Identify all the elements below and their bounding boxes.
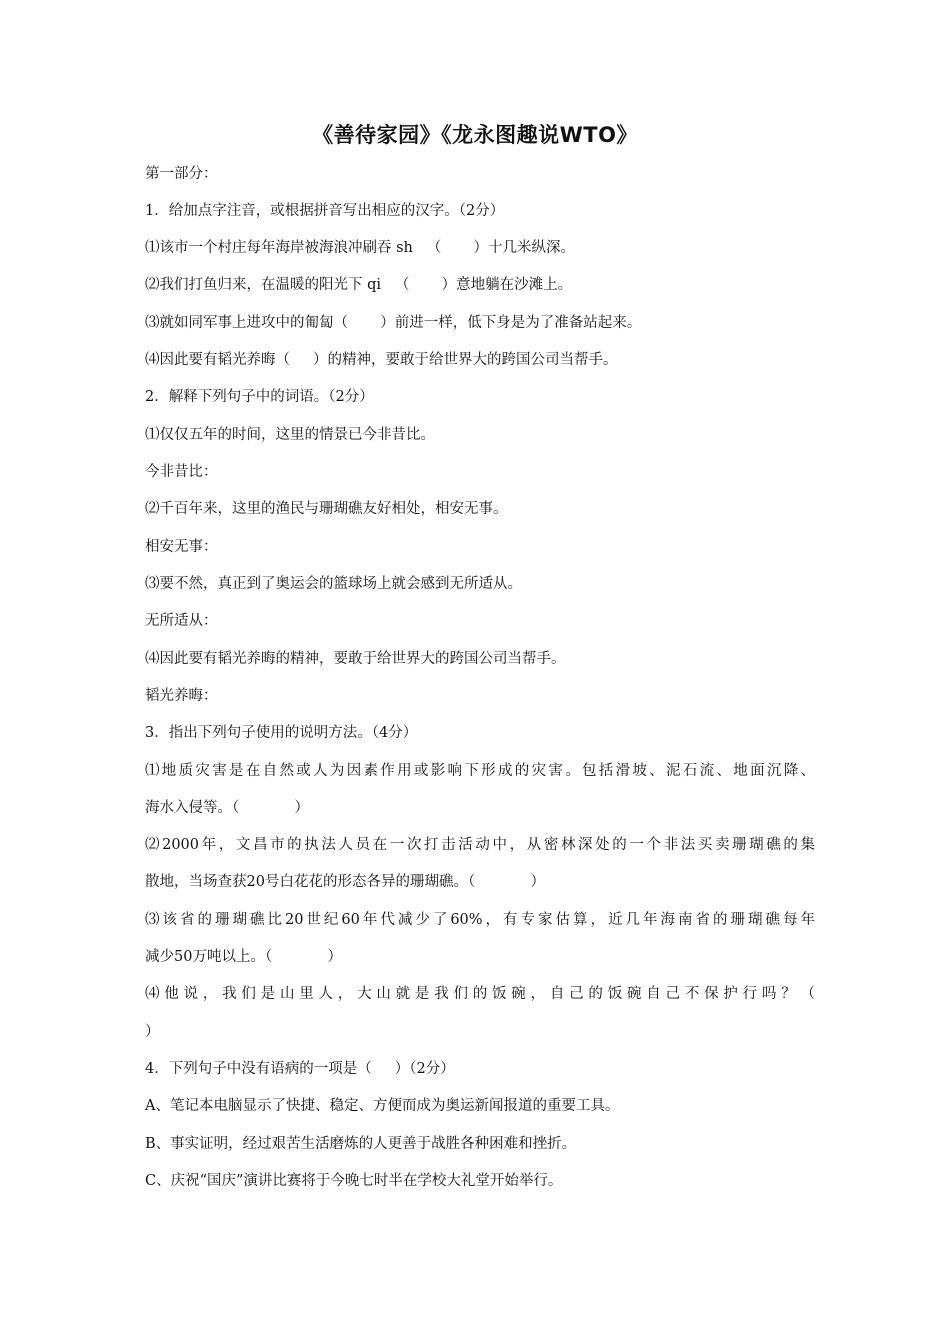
question-1: 1．给加点字注音，或根据拼音写出相应的汉字。（2分） [145, 203, 505, 219]
question-2: 2．解释下列句子中的词语。（2分） [145, 389, 374, 405]
page-title: 《善待家园》《龙永图趣说WTO》 [312, 123, 638, 147]
question-3-item-2-cont: 散地，当场查获20号白花花的形态各异的珊瑚礁。（ ） [145, 874, 546, 890]
question-2-item-4: ⑷因此要有韬光养晦的精神，要敢于给世界大的跨国公司当帮手。 [145, 651, 566, 667]
question-1-item-2: ⑵我们打鱼归来，在温暖的阳光下 qi （ ）意地躺在沙滩上。 [145, 277, 573, 293]
question-3-item-1: ⑴地质灾害是在自然或人为因素作用或影响下形成的灾害。包括滑坡、泥石流、地面沉降、 [145, 763, 815, 779]
option-c: C、庆祝“国庆”演讲比赛将于今晚七时半在学校大礼堂开始举行。 [145, 1173, 563, 1189]
question-1-item-1: ⑴该市一个村庄每年海岸被海浪冲刷吞 sh （ ）十几米纵深。 [145, 240, 575, 256]
question-3-item-4: ⑷他说，我们是山里人，大山就是我们的饭碗，自己的饭碗自己不保护行吗？（ [145, 986, 815, 1002]
question-3-item-3: ⑶该省的珊瑚礁比20世纪60年代减少了60%，有专家估算，近几年海南省的珊瑚礁每年 [145, 912, 815, 928]
question-3-item-1-cont: 海水入侵等。（ ） [145, 800, 310, 816]
answer-label-3: 无所适从： [145, 613, 218, 629]
option-b: B、事实证明，经过艰苦生活磨炼的人更善于战胜各种困难和挫折。 [145, 1136, 577, 1152]
option-a: A、笔记本电脑显示了快捷、稳定、方便而成为奥运新闻报道的重要工具。 [145, 1098, 620, 1114]
question-3-item-2: ⑵2000年，文昌市的执法人员在一次打击活动中，从密林深处的一个非法买卖珊瑚礁的集 [145, 837, 815, 853]
section-heading: 第一部分： [145, 166, 218, 182]
answer-label-4: 韬光养晦： [145, 688, 218, 704]
question-2-item-3: ⑶要不然，真正到了奥运会的篮球场上就会感到无所适从。 [145, 576, 522, 592]
answer-label-1: 今非昔比： [145, 464, 218, 480]
question-3-item-4-cont: ） [145, 1024, 160, 1040]
question-3-item-3-cont: 减少50万吨以上。（ ） [145, 949, 343, 965]
question-1-item-3: ⑶就如同军事上进攻中的匍匐（ ）前进一样，低下身是为了准备站起来。 [145, 315, 642, 331]
question-2-item-1: ⑴仅仅五年的时间，这里的情景已今非昔比。 [145, 427, 435, 443]
answer-label-2: 相安无事： [145, 539, 218, 555]
question-3: 3．指出下列句子使用的说明方法。（4分） [145, 725, 418, 741]
question-2-item-2: ⑵千百年来，这里的渔民与珊瑚礁友好相处，相安无事。 [145, 501, 508, 517]
question-4: 4．下列句子中没有语病的一项是（ ）（2分） [145, 1061, 455, 1077]
question-1-item-4: ⑷因此要有韬光养晦（ ）的精神，要敢于给世界大的跨国公司当帮手。 [145, 352, 618, 368]
